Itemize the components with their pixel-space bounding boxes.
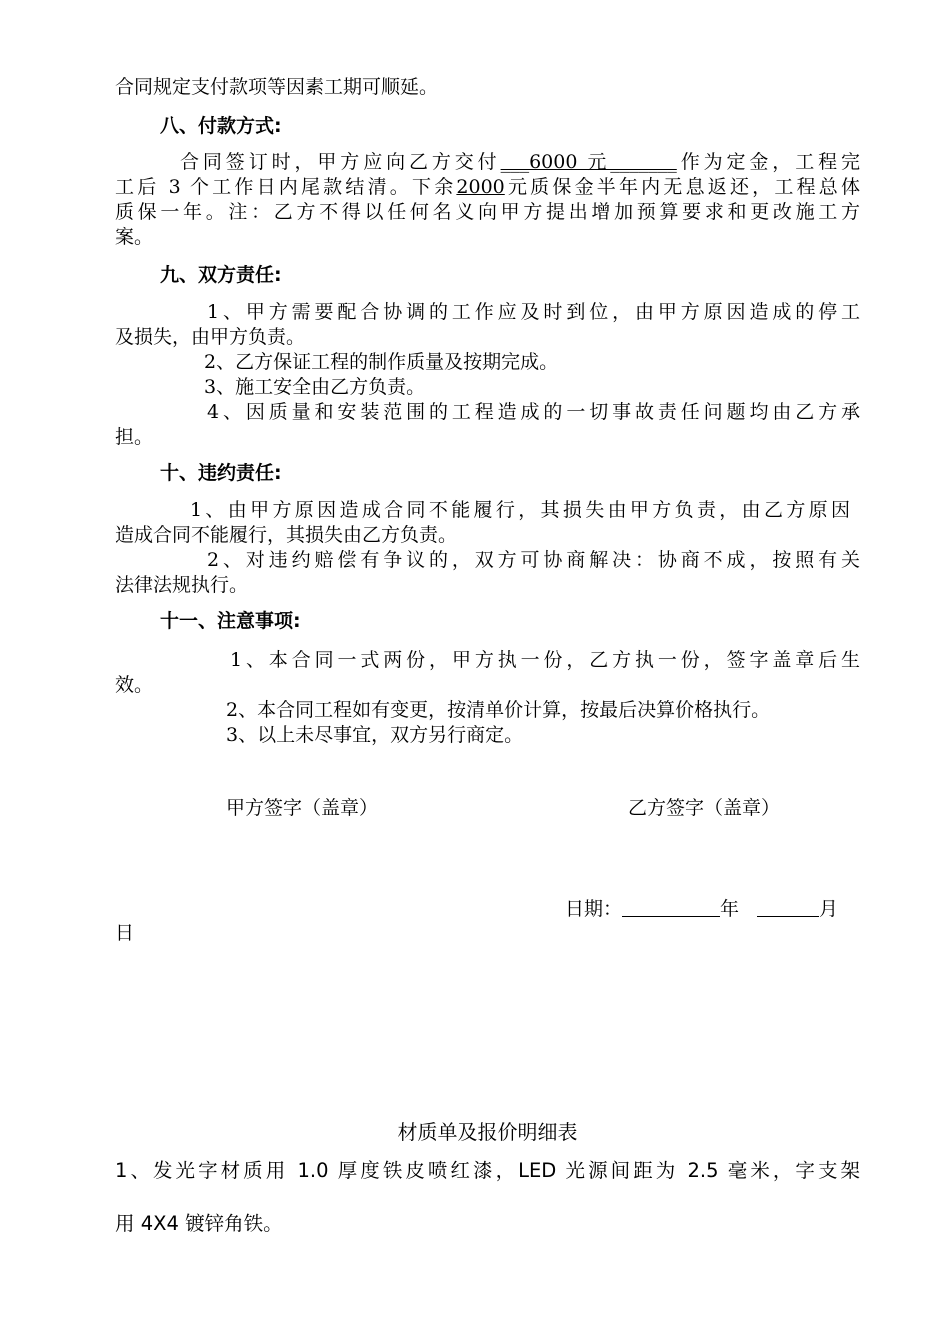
date-line: 日期： 年 月 [565, 898, 839, 920]
section-9-item-4-cont: 担。 [115, 426, 154, 448]
section-11-heading: 十一、注意事项: [160, 610, 301, 632]
section-10-heading: 十、违约责任: [160, 462, 282, 484]
section-9-item-2: 2、乙方保证工程的制作质量及按期完成。 [204, 351, 559, 373]
section-11-item-1-cont: 效。 [115, 674, 154, 696]
section-8-line-4: 案。 [115, 226, 154, 248]
year-blank[interactable] [622, 896, 720, 917]
section-10-item-1-cont: 造成合同不能履行，其损失由乙方负责。 [115, 524, 458, 546]
deposit-amount: ___6000 元_______ [500, 151, 677, 173]
warranty-amount: 2000 [456, 176, 505, 198]
section-9-item-1-cont: 及损失，由甲方负责。 [115, 326, 306, 348]
month-blank[interactable] [757, 896, 819, 917]
section-8-line-1: 合同签订时，甲方应向乙方交付___6000 元_______作为定金，工程完 [180, 151, 860, 173]
section-10-item-2-cont: 法律法规执行。 [115, 574, 249, 596]
section-11-item-1: 1、本合同一式两份，甲方执一份，乙方执一份，签字盖章后生 [230, 649, 860, 671]
appendix-item-1-cont: 用 4X4 镀锌角铁。 [115, 1212, 283, 1235]
section-11-item-2: 2、本合同工程如有变更，按清单价计算，按最后决算价格执行。 [226, 699, 771, 721]
date-day: 日 [115, 922, 135, 944]
party-b-signature: 乙方签字（盖章） [628, 797, 781, 819]
section-9-item-1: 1、甲方需要配合协调的工作应及时到位，由甲方原因造成的停工 [207, 301, 860, 323]
appendix-title: 材质单及报价明细表 [397, 1120, 578, 1144]
section-10-item-2: 2、对违约赔偿有争议的，双方可协商解决：协商不成，按照有关 [207, 549, 860, 571]
section-11-item-3: 3、以上未尽事宜，双方另行商定。 [226, 724, 524, 746]
section-10-item-1: 1、由甲方原因造成合同不能履行，其损失由甲方负责，由乙方原因 [190, 499, 850, 521]
section-8-line-3: 质保一年。注：乙方不得以任何名义向甲方提出增加预算要求和更改施工方 [115, 201, 860, 223]
continuation-line: 合同规定支付款项等因素工期可顺延。 [115, 76, 439, 98]
party-a-signature: 甲方签字（盖章） [226, 797, 379, 819]
section-9-item-3: 3、施工安全由乙方负责。 [204, 376, 426, 398]
section-8-line-2: 工后 3 个工作日内尾款结清。下余2000元质保金半年内无息返还，工程总体 [115, 176, 860, 198]
section-9-heading: 九、双方责任: [160, 264, 282, 286]
section-9-item-4: 4、因质量和安装范围的工程造成的一切事故责任问题均由乙方承 [207, 401, 860, 423]
section-8-heading: 八、付款方式: [160, 115, 282, 137]
appendix-item-1: 1、发光字材质用 1.0 厚度铁皮喷红漆，LED 光源间距为 2.5 毫米，字支架 [115, 1159, 860, 1182]
